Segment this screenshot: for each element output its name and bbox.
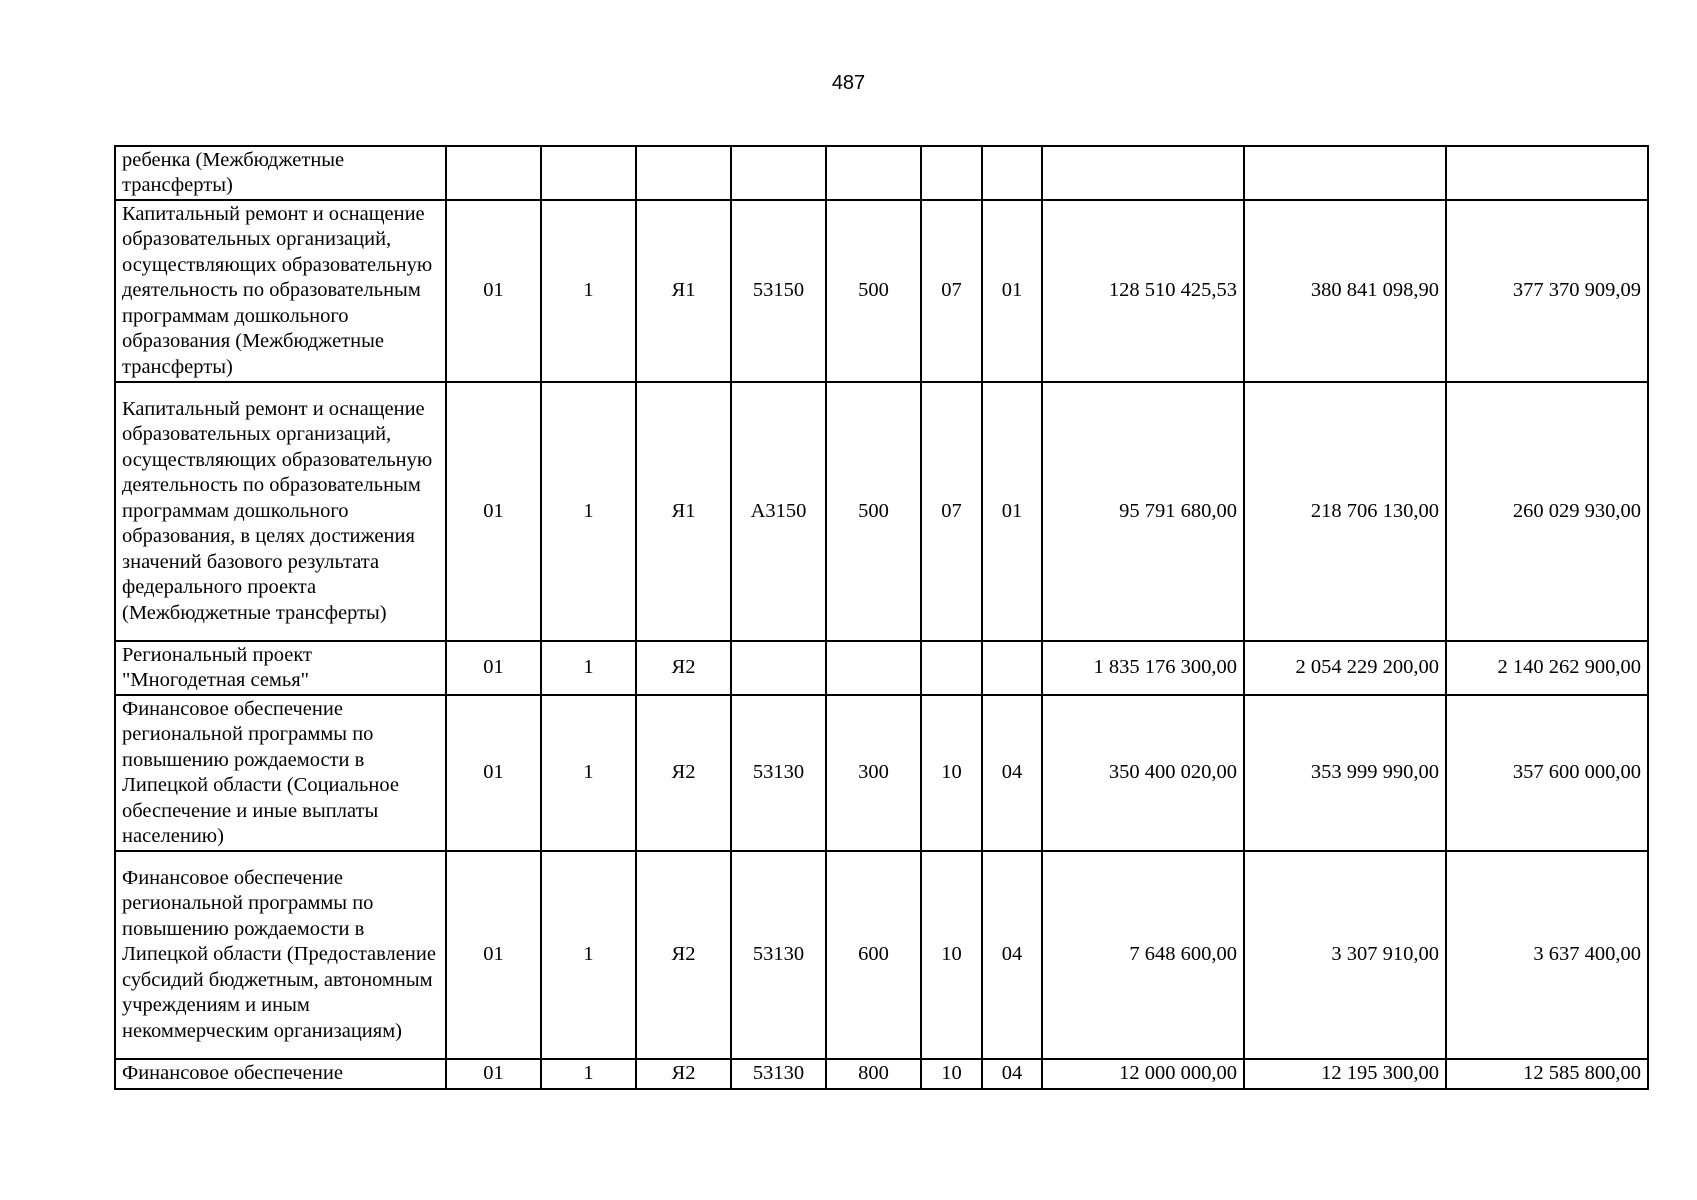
amount-year3-cell: 2 140 262 900,00 xyxy=(1446,641,1648,695)
table-row xyxy=(115,1059,1648,1089)
project-code-cell: Я2 xyxy=(636,641,731,695)
amount-year3-cell xyxy=(1446,146,1648,200)
subprogram-code-cell: 1 xyxy=(541,382,636,641)
program-code-cell: 01 xyxy=(446,641,541,695)
amount-year1-cell: 12 000 000,00 xyxy=(1042,1059,1244,1089)
subprogram-code-cell: 1 xyxy=(541,1059,636,1089)
program-code-cell: 01 xyxy=(446,200,541,382)
project-code-cell: Я2 xyxy=(636,695,731,851)
direction-code-cell: 53130 xyxy=(731,1059,826,1089)
section-code-cell: 10 xyxy=(921,1059,982,1089)
direction-code-cell: 53150 xyxy=(731,200,826,382)
amount-year2-cell: 380 841 098,90 xyxy=(1244,200,1446,382)
subprogram-code-cell xyxy=(541,146,636,200)
program-code-cell: 01 xyxy=(446,382,541,641)
project-code-cell: Я2 xyxy=(636,1059,731,1089)
project-code-cell: Я1 xyxy=(636,200,731,382)
amount-year2-cell: 353 999 990,00 xyxy=(1244,695,1446,851)
expense-name-cell: Финансовое обеспечение региональной программы по повышению рождаемости в Липецкой области (Социальное обеспечение и иные выплаты населению) xyxy=(115,695,446,851)
subprogram-code-cell: 1 xyxy=(541,851,636,1059)
section-code-cell: 07 xyxy=(921,200,982,382)
subsection-code-cell xyxy=(982,641,1042,695)
subsection-code-cell: 04 xyxy=(982,1059,1042,1089)
subprogram-code-cell: 1 xyxy=(541,200,636,382)
program-code-cell: 01 xyxy=(446,851,541,1059)
expense-type-cell: 500 xyxy=(826,200,921,382)
expense-name-cell: ребенка (Межбюджетные трансферты) xyxy=(115,146,446,200)
subsection-code-cell: 04 xyxy=(982,695,1042,851)
section-code-cell: 07 xyxy=(921,382,982,641)
subsection-code-cell xyxy=(982,146,1042,200)
section-code-cell: 10 xyxy=(921,695,982,851)
amount-year3-cell: 357 600 000,00 xyxy=(1446,695,1648,851)
table-row xyxy=(115,641,1648,695)
expense-type-cell: 300 xyxy=(826,695,921,851)
amount-year3-cell: 12 585 800,00 xyxy=(1446,1059,1648,1089)
amount-year1-cell: 128 510 425,53 xyxy=(1042,200,1244,382)
program-code-cell xyxy=(446,146,541,200)
expense-name-cell: Финансовое обеспечение xyxy=(115,1059,446,1089)
subprogram-code-cell: 1 xyxy=(541,641,636,695)
subsection-code-cell: 01 xyxy=(982,382,1042,641)
amount-year2-cell: 12 195 300,00 xyxy=(1244,1059,1446,1089)
table-body xyxy=(115,146,1648,1089)
amount-year1-cell: 350 400 020,00 xyxy=(1042,695,1244,851)
table-row xyxy=(115,146,1648,200)
project-code-cell: Я1 xyxy=(636,382,731,641)
expense-type-cell xyxy=(826,641,921,695)
table-row xyxy=(115,851,1648,1059)
expense-type-cell: 800 xyxy=(826,1059,921,1089)
expense-type-cell xyxy=(826,146,921,200)
section-code-cell xyxy=(921,146,982,200)
amount-year2-cell xyxy=(1244,146,1446,200)
expense-type-cell: 600 xyxy=(826,851,921,1059)
program-code-cell: 01 xyxy=(446,1059,541,1089)
section-code-cell: 10 xyxy=(921,851,982,1059)
page-number: 487 xyxy=(831,72,866,94)
amount-year1-cell: 1 835 176 300,00 xyxy=(1042,641,1244,695)
amount-year1-cell: 95 791 680,00 xyxy=(1042,382,1244,641)
expense-name-cell: Капитальный ремонт и оснащение образовательных организаций, осуществляющих образовательную деятельность по образовательным программам дошкольного образования (Межбюджетные трансферты) xyxy=(115,200,446,382)
table-row xyxy=(115,200,1648,382)
direction-code-cell xyxy=(731,146,826,200)
subsection-code-cell: 01 xyxy=(982,200,1042,382)
expense-type-cell: 500 xyxy=(826,382,921,641)
amount-year3-cell: 3 637 400,00 xyxy=(1446,851,1648,1059)
subprogram-code-cell: 1 xyxy=(541,695,636,851)
direction-code-cell: 53130 xyxy=(731,851,826,1059)
amount-year3-cell: 260 029 930,00 xyxy=(1446,382,1648,641)
project-code-cell xyxy=(636,146,731,200)
program-code-cell: 01 xyxy=(446,695,541,851)
amount-year1-cell: 7 648 600,00 xyxy=(1042,851,1244,1059)
amount-year2-cell: 3 307 910,00 xyxy=(1244,851,1446,1059)
amount-year3-cell: 377 370 909,09 xyxy=(1446,200,1648,382)
table-row xyxy=(115,695,1648,851)
amount-year2-cell: 218 706 130,00 xyxy=(1244,382,1446,641)
expense-name-cell: Региональный проект "Многодетная семья" xyxy=(115,641,446,695)
subsection-code-cell: 04 xyxy=(982,851,1042,1059)
project-code-cell: Я2 xyxy=(636,851,731,1059)
amount-year2-cell: 2 054 229 200,00 xyxy=(1244,641,1446,695)
expense-name-cell: Капитальный ремонт и оснащение образовательных организаций, осуществляющих образовательную деятельность по образовательным программам дошкольного образования, в целях достижения значений базового результата федерального проекта (Межбюджетные трансферты) xyxy=(115,382,446,641)
direction-code-cell: 53130 xyxy=(731,695,826,851)
budget-table xyxy=(114,145,1649,1090)
direction-code-cell xyxy=(731,641,826,695)
table-row xyxy=(115,382,1648,641)
section-code-cell xyxy=(921,641,982,695)
amount-year1-cell xyxy=(1042,146,1244,200)
direction-code-cell: А3150 xyxy=(731,382,826,641)
expense-name-cell: Финансовое обеспечение региональной программы по повышению рождаемости в Липецкой области (Предоставление субсидий бюджетным, автономным учреждениям и иным некоммерческим организациям) xyxy=(115,851,446,1059)
